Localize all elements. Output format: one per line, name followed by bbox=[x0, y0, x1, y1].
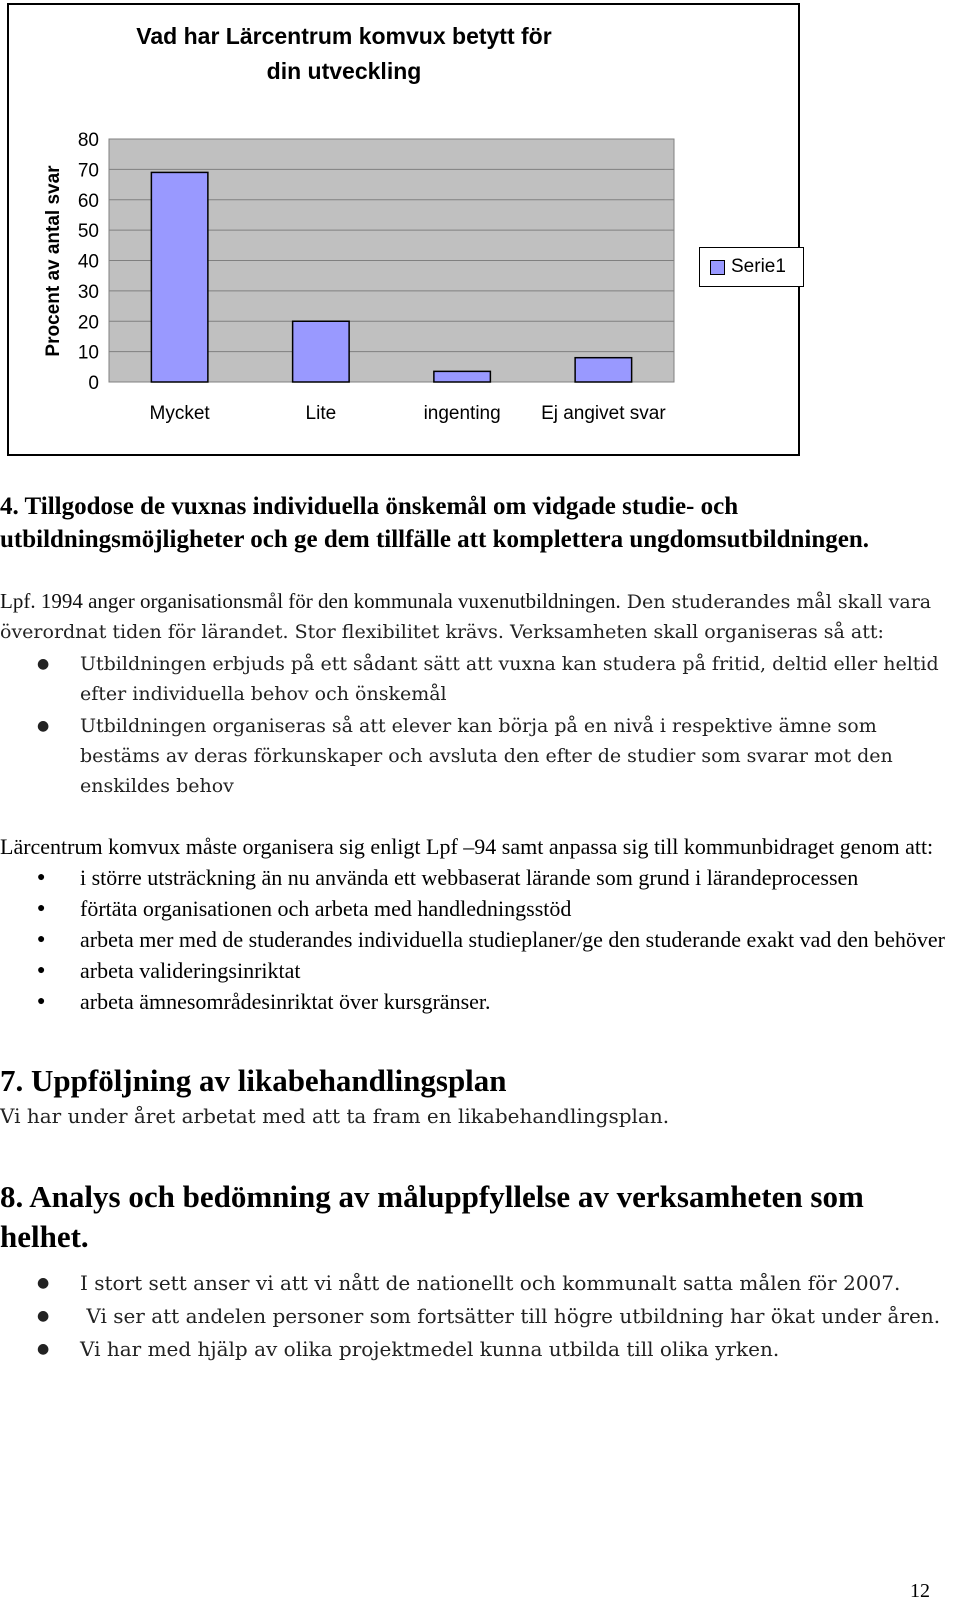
section-4-bullets-2 bbox=[0, 862, 950, 1017]
bullet-icon: ● bbox=[37, 994, 46, 1009]
section-4-heading: 4. Tillgodose de vuxnas individuella önskemål om vidgade studie- och utbildningsmöjligheter och ge dem tillfälle att komplettera ungdomsutbildningen. bbox=[0, 493, 870, 553]
y-tick-label: 20 bbox=[77, 312, 99, 334]
bullet-icon: ● bbox=[37, 932, 46, 947]
bullet-icon: ● bbox=[37, 1341, 50, 1357]
intro-rest: Den studerandes mål skall vara överordnat tiden för lärandet. Stor flexibilitet krävs. Verksamheten skall organiseras så att: bbox=[0, 591, 932, 643]
bullet-icon: ● bbox=[37, 1308, 50, 1324]
bullet-icon: ● bbox=[37, 656, 50, 672]
section-8-heading: 8. Analys och bedömning av måluppfyllelse av verksamheten som helhet. bbox=[0, 1179, 864, 1254]
legend-label: Serie1 bbox=[731, 256, 786, 277]
bar bbox=[293, 321, 350, 382]
y-axis-label: Procent av antal svar bbox=[43, 165, 64, 357]
bullet-icon: ● bbox=[37, 870, 46, 885]
section-7-heading: 7. Uppföljning av likabehandlingsplan bbox=[0, 1063, 507, 1098]
bullet-icon: ● bbox=[37, 1275, 50, 1291]
bullet-icon: ● bbox=[37, 718, 50, 734]
chart-legend bbox=[699, 247, 804, 287]
y-tick-label: 60 bbox=[77, 190, 99, 212]
x-tick-label: ingenting bbox=[423, 403, 501, 424]
y-tick-label: 50 bbox=[77, 221, 99, 243]
list-item: ● arbeta mer med de studerandes individuella studieplaner/ge den studerande exakt vad den behöver bbox=[0, 924, 950, 955]
bar bbox=[434, 371, 491, 382]
section-4-bullets bbox=[0, 649, 950, 801]
page-number: 12 bbox=[910, 1580, 930, 1602]
list-item: ● arbeta ämnesområdesinriktat över kursgränser. bbox=[0, 986, 950, 1017]
bullet-icon: ● bbox=[37, 963, 46, 978]
bar bbox=[575, 358, 632, 382]
legend-swatch bbox=[710, 260, 725, 275]
lpf-line: Lpf. 1994 anger organisationsmål för den kommunala vuxenutbildningen. bbox=[0, 589, 621, 613]
y-tick-label: 30 bbox=[77, 281, 99, 303]
x-tick-label: Lite bbox=[305, 403, 337, 424]
y-tick-label: 80 bbox=[77, 130, 99, 151]
bar bbox=[151, 172, 208, 382]
list-item: ● Utbildningen organiseras så att elever kan börja på en nivå i respektive ämne som bestäms av deras förkunskaper och avsluta den efter de studier som svarar mot den enskildes behov bbox=[0, 711, 950, 801]
chart-title: Vad har Lärcentrum komvux betytt för din utveckling bbox=[136, 23, 552, 84]
section-8-bullets bbox=[0, 1267, 950, 1366]
y-tick-label: 0 bbox=[88, 373, 99, 394]
section-7-text: Vi har under året arbetat med att ta fram en likabehandlingsplan. bbox=[0, 1104, 670, 1128]
y-tick-label: 40 bbox=[77, 251, 99, 273]
section-4-intro bbox=[0, 586, 950, 647]
list-item: ● förtäta organisationen och arbeta med handledningsstöd bbox=[0, 893, 950, 924]
list-item: ● arbeta valideringsinriktat bbox=[0, 955, 950, 986]
list-item: ● I stort sett anser vi att vi nått de nationellt och kommunalt satta målen för 2007. bbox=[0, 1267, 950, 1300]
section-4-paragraph: Lärcentrum komvux måste organisera sig enligt Lpf –94 samt anpassa sig till kommunbidraget genom att: bbox=[0, 834, 934, 859]
bar-chart bbox=[7, 3, 800, 456]
document-body bbox=[0, 490, 950, 1366]
x-tick-label: Ej angivet svar bbox=[541, 403, 666, 424]
list-item: ● i större utsträckning än nu använda ett webbaserat lärande som grund i lärandeprocessen bbox=[0, 862, 950, 893]
y-tick-label: 70 bbox=[77, 160, 99, 182]
chart-plot bbox=[9, 5, 799, 455]
list-item: ● Utbildningen erbjuds på ett sådant sätt att vuxna kan studera på fritid, deltid eller heltid efter individuella behov och önskemål bbox=[0, 649, 950, 709]
x-tick-label: Mycket bbox=[149, 403, 210, 424]
list-item: ● Vi ser att andelen personer som fortsätter till högre utbildning har ökat under åren. bbox=[0, 1300, 950, 1333]
bullet-icon: ● bbox=[37, 901, 46, 916]
y-tick-label: 10 bbox=[77, 342, 99, 364]
list-item: ● Vi har med hjälp av olika projektmedel kunna utbilda till olika yrken. bbox=[0, 1333, 950, 1366]
